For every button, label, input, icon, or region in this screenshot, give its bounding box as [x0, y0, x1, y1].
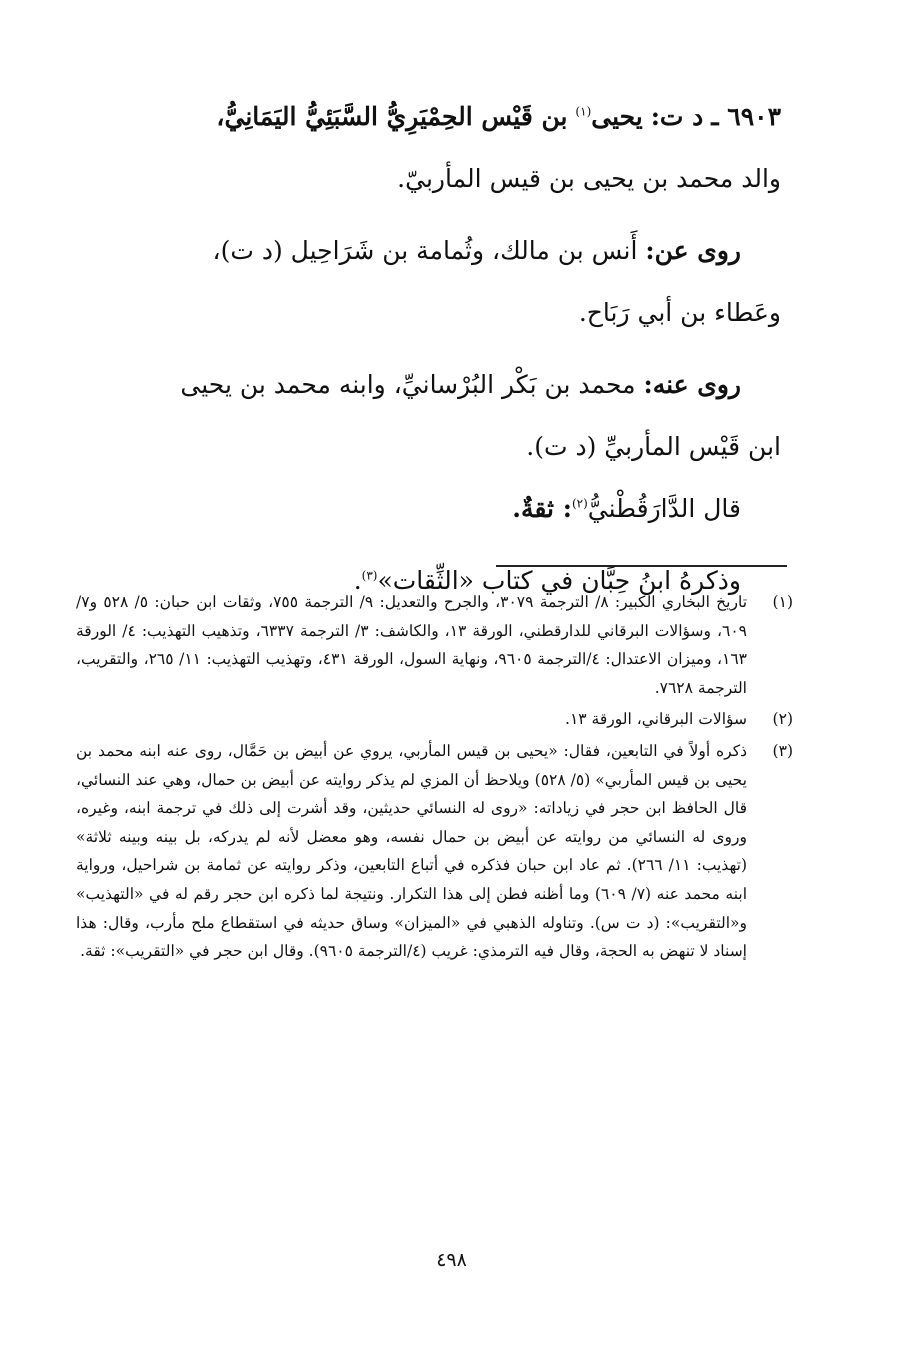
- footnote-1: [76, 588, 793, 702]
- footnote-ref-1[interactable]: (١): [575, 104, 592, 119]
- narrated-by-label: روى عنه:: [643, 370, 741, 399]
- page-number: ٤٩٨: [436, 1249, 467, 1271]
- footnote-ref-2[interactable]: (٢): [571, 496, 588, 511]
- ibn-hibban-text: وذكرهُ ابنُ حِبَّان في كتاب «الثِّقات»: [377, 566, 741, 595]
- footnote-divider: [496, 565, 787, 567]
- footnote-number: (١): [772, 593, 793, 611]
- entry-name: يحيى: [591, 102, 643, 131]
- footnote-text: سؤالات البرقاني، الورقة ١٣.: [565, 710, 747, 729]
- daraqutni-line: [76, 478, 781, 540]
- footnote-3: [76, 737, 793, 966]
- narrated-by-line-1: [76, 354, 781, 416]
- entry-line-2: والد محمد بن يحيى بن قيس المأربيّ.: [397, 164, 781, 193]
- daraqutni-verdict: : ثقةٌ.: [512, 494, 572, 523]
- entry-heading-line: [76, 86, 781, 148]
- narrated-from-line-2: وعَطاء بن أبي رَبَاح.: [578, 298, 781, 327]
- footnotes: [76, 588, 793, 966]
- entry-number: ٦٩٠٣ ـ: [711, 102, 781, 131]
- entry-symbols: د ت:: [650, 102, 704, 131]
- daraqutni-text: قال الدَّارَقُطْنيُّ: [587, 494, 741, 523]
- narrated-from-line-1: [76, 220, 781, 282]
- ibn-hibban-end: .: [353, 566, 362, 595]
- footnote-number: (٢): [772, 710, 793, 729]
- biography-entry: [76, 86, 781, 612]
- entry-name-rest: بن قَيْس الحِمْيَرِيُّ السَّبَئِيُّ اليَمَانِيُّ،: [216, 102, 568, 131]
- footnote-text: ذكره أولاً في التابعين، فقال: «يحيى بن قيس المأربي، يروي عن أبيض بن حَمَّال، روى عنه ابنه محمد بن يحيى بن قيس المأربي» (٥/ ٥٢٨) ويلاحظ أن المزي لم يذكر روايته عن أبيض بن حمال، وهي عند النسائي، قال الحافظ ابن حجر في زياداته: «روى له النسائي حديثين، وقد أشرت إلى ذلك في ترجمة ابنه، وغيره، وروى له النسائي من روايته عن أبيض بن حمال نفسه، وهو معضل لأنه لم يدركه، بل بينه وبينه ثلاثة» (تهذيب: ١١/ ٢٦٦). ثم عاد ابن حبان فذكره في أتباع التابعين، وذكر روايته عن ثمامة بن شراحيل، ورواية ابنه محمد عنه (٧/ ٦٠٩) وما أظنه فطن إلى هذا التكرار. ونتيجة لما ذكره ابن حجر رقم له في «التهذيب» و«التقريب»: (د ت س). وتناوله الذهبي في «الميزان» وساق حديثه في استقطاع ملح مأرب، وقال: هذا إسناد لا تنهض به الحجة، وقال فيه الترمذي: غريب (٤/الترجمة ٩٦٠٥). وقال ابن حجر في «التقريب»: ثقة.: [76, 741, 748, 961]
- footnote-2: [76, 705, 793, 734]
- footnote-number: (٣): [772, 741, 793, 760]
- narrated-from-text: أَنس بن مالك، وثُمامة بن شَرَاحِيل (د ت)،: [212, 236, 638, 265]
- narrated-by-text: محمد بن بَكْر البُرْسانيِّ، وابنه محمد بن يحيى: [180, 370, 636, 399]
- footnote-ref-3[interactable]: (٣): [361, 568, 378, 583]
- narrated-from-label: روى عن:: [645, 236, 741, 265]
- narrated-by-line-2: ابن قَيْس المأربيِّ (د ت).: [526, 432, 781, 461]
- footnote-text: تاريخ البخاري الكبير: ٨/ الترجمة ٣٠٧٩، والجرح والتعديل: ٩/ الترجمة ٧٥٥، وثقات ابن حبان: ٥/ ٥٢٨ و٧/ ٦٠٩، وسؤالات البرقاني للدارقطني، الورقة ١٣، والكاشف: ٣/ الترجمة ٦٣٣٧، وتذهيب التهذيب: ٤/ الورقة ١٦٣، وميزان الاعتدال: ٤/الترجمة ٩٦٠٥، ونهاية السول، الورقة ٤٣١، وتهذيب التهذيب: ١١/ ٢٦٥، والتقريب، الترجمة ٧٦٢٨.: [76, 593, 748, 697]
